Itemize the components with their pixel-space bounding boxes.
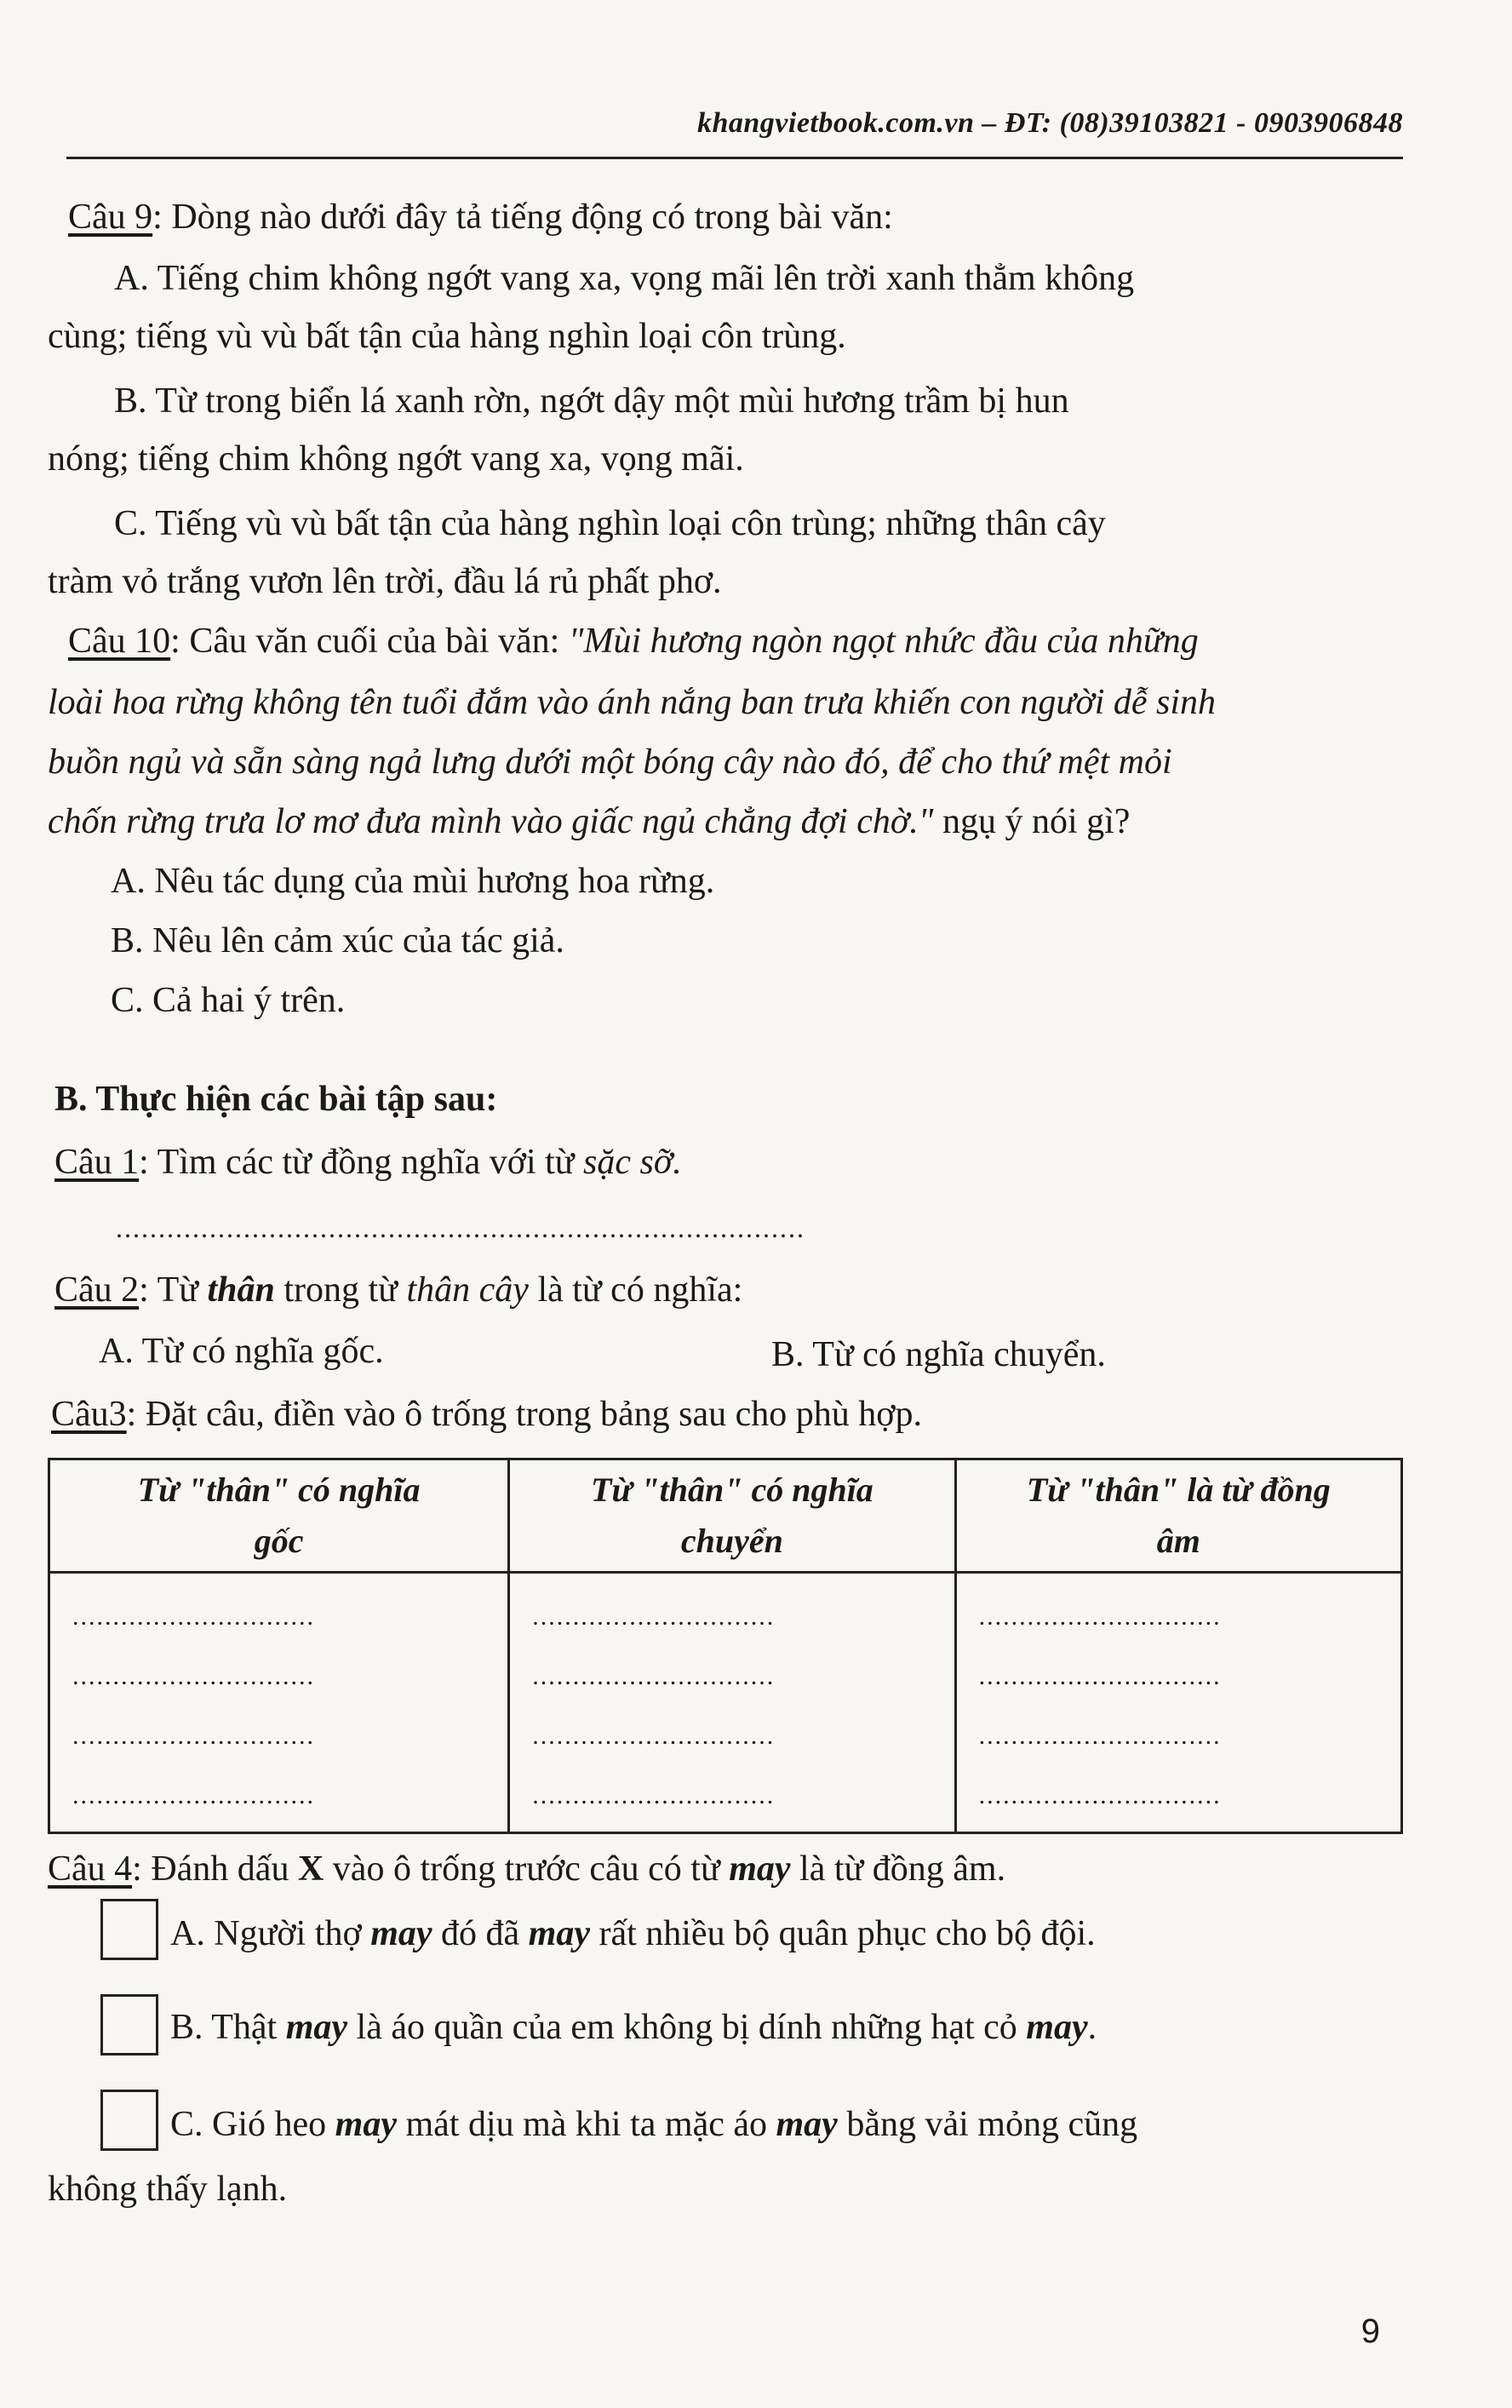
q10-prompt: [68, 620, 1199, 662]
b-q3-table: [48, 1458, 1403, 1834]
option-b-text-2: là áo quần của em không bị dính những hạt cỏ: [347, 2008, 1027, 2047]
answer-line[interactable]: ..............................: [978, 1722, 1222, 1750]
b-q4-word-may: may: [729, 1849, 791, 1889]
q9-label: Câu 9: [68, 198, 153, 237]
b-q4-x: X: [297, 1849, 324, 1889]
option-a-text-3: rất nhiều bộ quân phục cho bộ đội.: [589, 1914, 1096, 1953]
b-q2-t2: trong từ: [274, 1270, 407, 1310]
b-q4-t1: : Đánh dấu: [132, 1849, 298, 1889]
option-a-may-1: may: [370, 1914, 432, 1953]
answer-line[interactable]: ..............................: [532, 1722, 776, 1750]
option-c-may-2: may: [776, 2105, 838, 2144]
b-q4-t3: là từ đồng âm.: [790, 1849, 1006, 1889]
option-a-text-2: đó đã: [432, 1914, 529, 1953]
b-q2-word-than: thân: [207, 1270, 275, 1310]
b-q4-option-c: [170, 2103, 1137, 2146]
answer-line[interactable]: ..............................: [72, 1781, 315, 1809]
answer-line[interactable]: ..............................: [72, 1722, 315, 1750]
q9-option-c-line2: tràm vỏ trắng vươn lên trời, đầu lá rủ phất phơ.: [48, 562, 722, 601]
q9-option-a-line2: cùng; tiếng vù vù bất tận của hàng nghìn loại côn trùng.: [48, 317, 846, 356]
b-q4-t2: vào ô trống trước câu có từ: [324, 1849, 730, 1889]
option-b-may-2: may: [1026, 2008, 1088, 2047]
q10-quote-line4: [48, 800, 1130, 843]
page-number: 9: [1360, 2313, 1380, 2350]
option-b-text: B. Thật: [170, 2008, 286, 2047]
b-q1-prompt: [54, 1141, 682, 1184]
b-q2-t1: : Từ: [139, 1270, 208, 1310]
q9-prompt: [68, 196, 893, 238]
q9-option-b-line2: nóng; tiếng chim không ngớt vang xa, vọng mãi.: [48, 439, 744, 479]
table-cell-chuyen[interactable]: [509, 1573, 955, 1833]
b-q1-word: sặc sỡ.: [583, 1143, 682, 1182]
b-q2-t3: là từ có nghĩa:: [528, 1270, 743, 1310]
b-q1-answer-line[interactable]: .................................................................................: [116, 1213, 805, 1243]
answer-line[interactable]: ..............................: [978, 1662, 1222, 1690]
table-cell-dongam[interactable]: [955, 1573, 1401, 1833]
option-b-text-3: .: [1087, 2008, 1097, 2047]
q9-option-a-line1: A. Tiếng chim không ngớt vang xa, vọng mãi lên trời xanh thẳm không: [114, 259, 1135, 298]
header-goc-line2: gốc: [254, 1522, 304, 1560]
page-header: khangvietbook.com.vn – ĐT: (08)39103821 - 0903906848: [696, 107, 1403, 139]
b-q3-label: Câu3: [51, 1395, 127, 1434]
table-header-row: [49, 1459, 1402, 1573]
table-header-cell: [49, 1459, 509, 1573]
header-dongam-line2: âm: [1156, 1522, 1200, 1560]
checkbox-b[interactable]: [100, 1994, 158, 2055]
option-c-may-1: may: [335, 2105, 397, 2144]
header-goc-line1: Từ "thân" có nghĩa: [137, 1471, 421, 1509]
header-chuyen-line1: Từ "thân" có nghĩa: [591, 1471, 873, 1509]
b-q2-word-than-cay: thân cây: [406, 1270, 529, 1310]
b-q1-label: Câu 1: [54, 1143, 140, 1182]
answer-line[interactable]: ..............................: [978, 1781, 1222, 1809]
option-a-text: A. Người thợ: [170, 1914, 371, 1953]
answer-line[interactable]: ..............................: [532, 1602, 776, 1631]
header-chuyen-line2: chuyển: [680, 1522, 783, 1560]
answer-line[interactable]: ..............................: [978, 1602, 1222, 1631]
q10-label: Câu 10: [68, 622, 171, 661]
b-q4-option-b: [170, 2006, 1097, 2049]
option-c-text: C. Gió heo: [170, 2105, 335, 2144]
section-b-heading: B. Thực hiện các bài tập sau:: [54, 1080, 498, 1119]
header-dongam-line1: Từ "thân" là từ đồng: [1026, 1471, 1331, 1509]
header-rule: [66, 157, 1403, 159]
answer-line[interactable]: ..............................: [72, 1662, 315, 1690]
q10-tail: ngụ ý nói gì?: [933, 802, 1131, 841]
q10-lead: : Câu văn cuối của bài văn:: [170, 622, 569, 661]
b-q2-label: Câu 2: [54, 1270, 140, 1310]
checkbox-a[interactable]: [100, 1899, 158, 1960]
b-q2-prompt: [54, 1269, 742, 1311]
b-q4-option-c-cont: không thấy lạnh.: [48, 2170, 288, 2209]
table-cell-goc[interactable]: [49, 1573, 509, 1833]
b-q3-prompt: [51, 1393, 922, 1436]
q9-option-c-line1: C. Tiếng vù vù bất tận của hàng nghìn loại côn trùng; những thân cây: [114, 504, 1106, 543]
b-q2-option-b: B. Từ có nghĩa chuyển.: [771, 1335, 1106, 1374]
q10-option-b: B. Nêu lên cảm xúc của tác giả.: [111, 921, 564, 960]
q10-quote-end: chốn rừng trưa lơ mơ đưa mình vào giấc ngủ chẳng đợi chờ.": [48, 802, 934, 841]
q10-quote-line3: buồn ngủ và sẵn sàng ngả lưng dưới một bóng cây nào đó, để cho thứ mệt mỏi: [48, 742, 1172, 782]
b-q4-label: Câu 4: [48, 1849, 133, 1889]
answer-line[interactable]: ..............................: [532, 1662, 776, 1690]
option-b-may-1: may: [285, 2008, 348, 2047]
table-header-cell: [509, 1459, 955, 1573]
b-q2-option-a: A. Từ có nghĩa gốc.: [99, 1332, 384, 1371]
q9-option-b-line1: B. Từ trong biển lá xanh rờn, ngớt dậy một mùi hương trầm bị hun: [114, 381, 1069, 421]
b-q4-prompt: [48, 1848, 1005, 1890]
table-header-cell: [955, 1459, 1401, 1573]
q10-option-c: C. Cả hai ý trên.: [111, 981, 346, 1020]
checkbox-c[interactable]: [100, 2090, 158, 2151]
q10-option-a: A. Nêu tác dụng của mùi hương hoa rừng.: [111, 862, 715, 901]
q10-quote-line1: "Mùi hương ngòn ngọt nhức đầu của những: [568, 622, 1199, 661]
table-row: [49, 1573, 1402, 1833]
answer-line[interactable]: ..............................: [532, 1781, 776, 1809]
option-a-may-2: may: [528, 1914, 590, 1953]
answer-line[interactable]: ..............................: [72, 1602, 315, 1631]
b-q1-text: : Tìm các từ đồng nghĩa với từ: [139, 1143, 584, 1182]
b-q4-option-a: [170, 1912, 1096, 1955]
option-c-text-2: mát dịu mà khi ta mặc áo: [396, 2105, 776, 2144]
b-q3-text: : Đặt câu, điền vào ô trống trong bảng sau cho phù hợp.: [126, 1395, 922, 1434]
q9-text: : Dòng nào dưới đây tả tiếng động có trong bài văn:: [152, 198, 893, 237]
q10-quote-line2: loài hoa rừng không tên tuổi đắm vào ánh nắng ban trưa khiến con người dễ sinh: [48, 683, 1217, 722]
option-c-text-3: bằng vải mỏng cũng: [837, 2105, 1138, 2144]
